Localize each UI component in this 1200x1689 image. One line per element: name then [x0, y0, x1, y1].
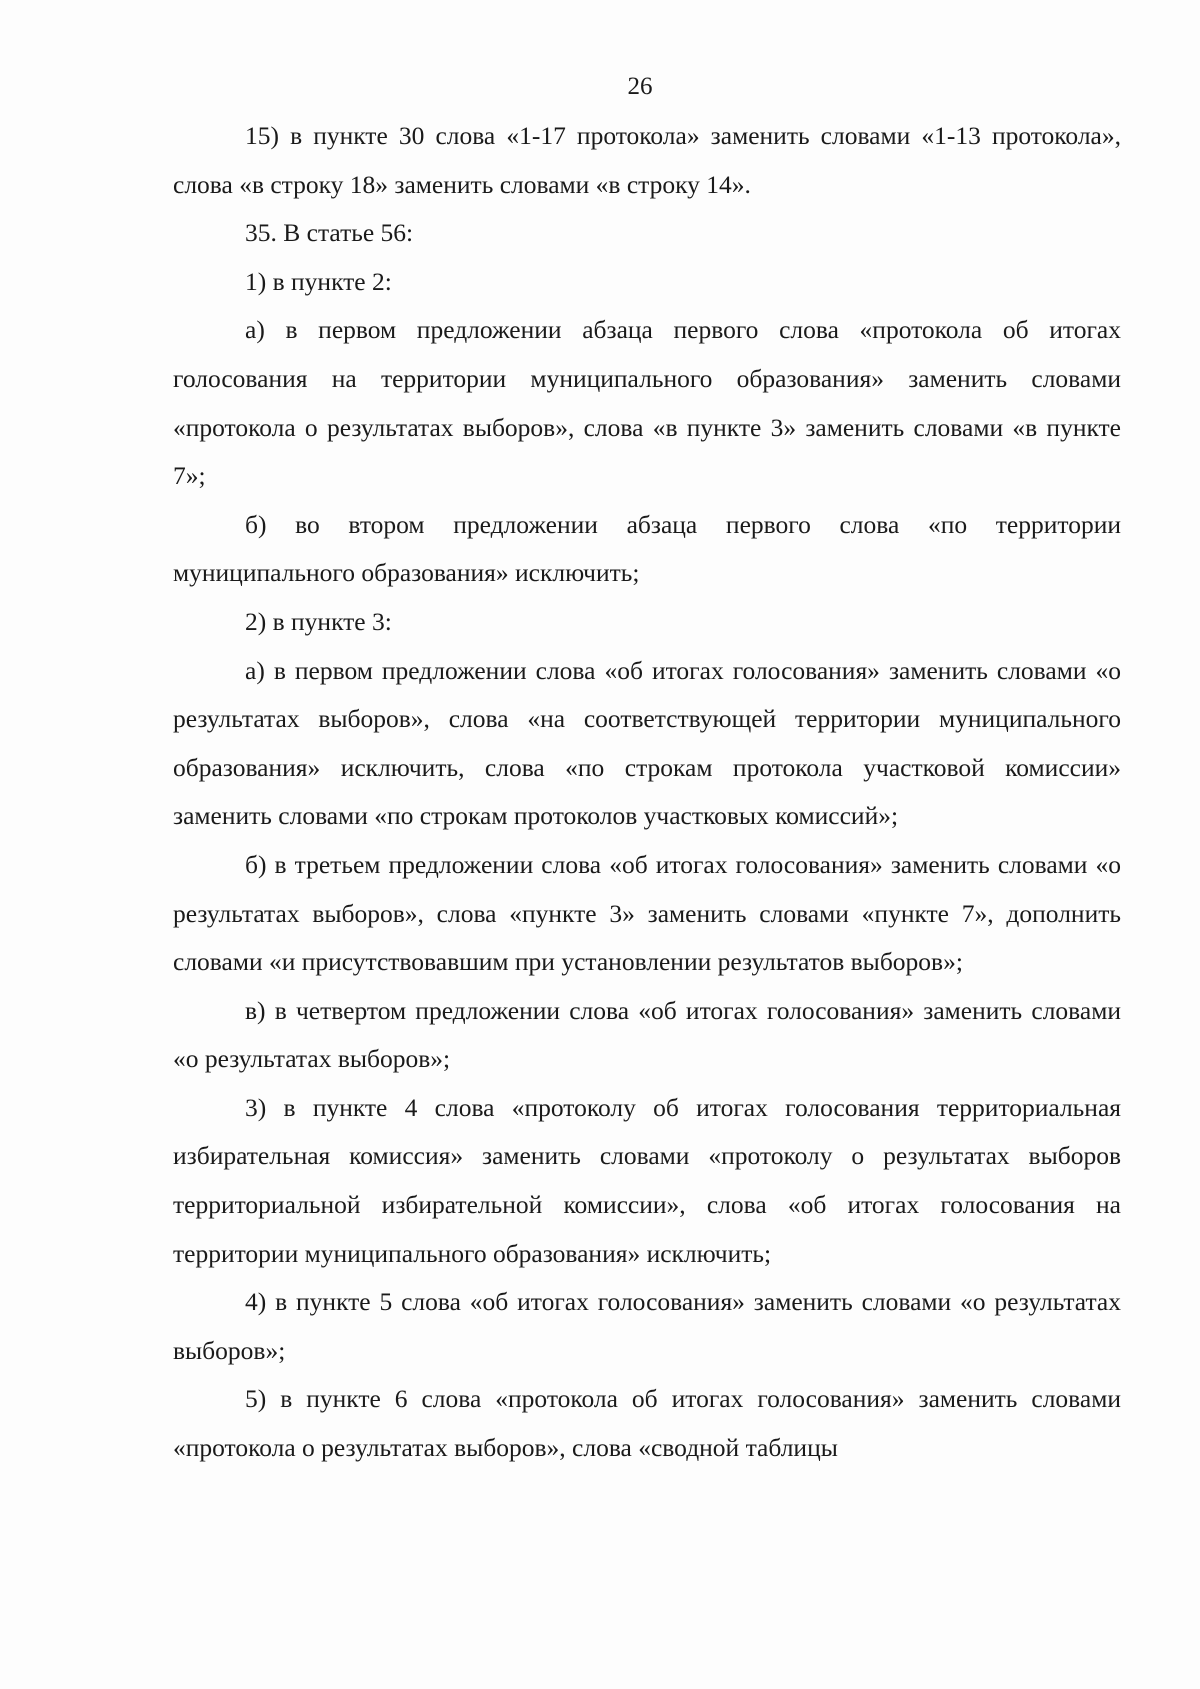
- paragraph-3a: а) в первом предложении слова «об итогах голосования» заменить словами «о результатах выборов», слова «на соответствующей территории муниципального образования» исключить, слова «по строкам протокола участковой комиссии» заменить словами «по строкам протоколов участковых комиссий»;: [173, 655, 1121, 831]
- paragraph-point-5: 4) в пункте 5 слова «об итогах голосования» заменить словами «о результатах выборов»;: [173, 1287, 1121, 1365]
- paragraph-3b: б) в третьем предложении слова «об итогах голосования» заменить словами «о результатах выборов», слова «пункте 3» заменить словами «пункте 7», дополнить словами «и присутствовавшим при установлении результатов выборов»;: [173, 849, 1121, 977]
- paragraph-2b: б) во втором предложении абзаца первого слова «по территории муниципального образования» исключить;: [173, 509, 1121, 588]
- paragraph-point-4: 3) в пункте 4 слова «протоколу об итогах голосования территориальная избирательная комиссия» заменить словами «протоколу о результатах выборов территориальной избирательной комиссии», слова «об итогах голосования на территории муниципального образования» исключить;: [173, 1092, 1121, 1268]
- document-body: [173, 112, 1121, 1473]
- paragraph-2a: а) в первом предложении абзаца первого слова «протокола об итогах голосования на территории муниципального образования» заменить словами «протокола о результатах выборов», слова «в пункте 3» заменить словами «в пункте 7»;: [173, 315, 1121, 491]
- paragraph-article-56: 35. В статье 56:: [245, 218, 414, 248]
- page-number: 26: [627, 73, 653, 100]
- paragraph-point-3: 2) в пункте 3:: [245, 606, 392, 636]
- paragraph-3v: в) в четвертом предложении слова «об итогах голосования» заменить словами «о результатах выборов»;: [173, 995, 1121, 1074]
- paragraph-point-2: 1) в пункте 2:: [245, 266, 392, 296]
- paragraph-15: 15) в пункте 30 слова «1-17 протокола» заменить словами «1-13 протокола», слова «в строку 18» заменить словами «в строку 14».: [173, 121, 1121, 199]
- paragraph-point-6: 5) в пункте 6 слова «протокола об итогах голосования» заменить словами «протокола о результатах выборов», слова «сводной таблицы: [173, 1384, 1121, 1463]
